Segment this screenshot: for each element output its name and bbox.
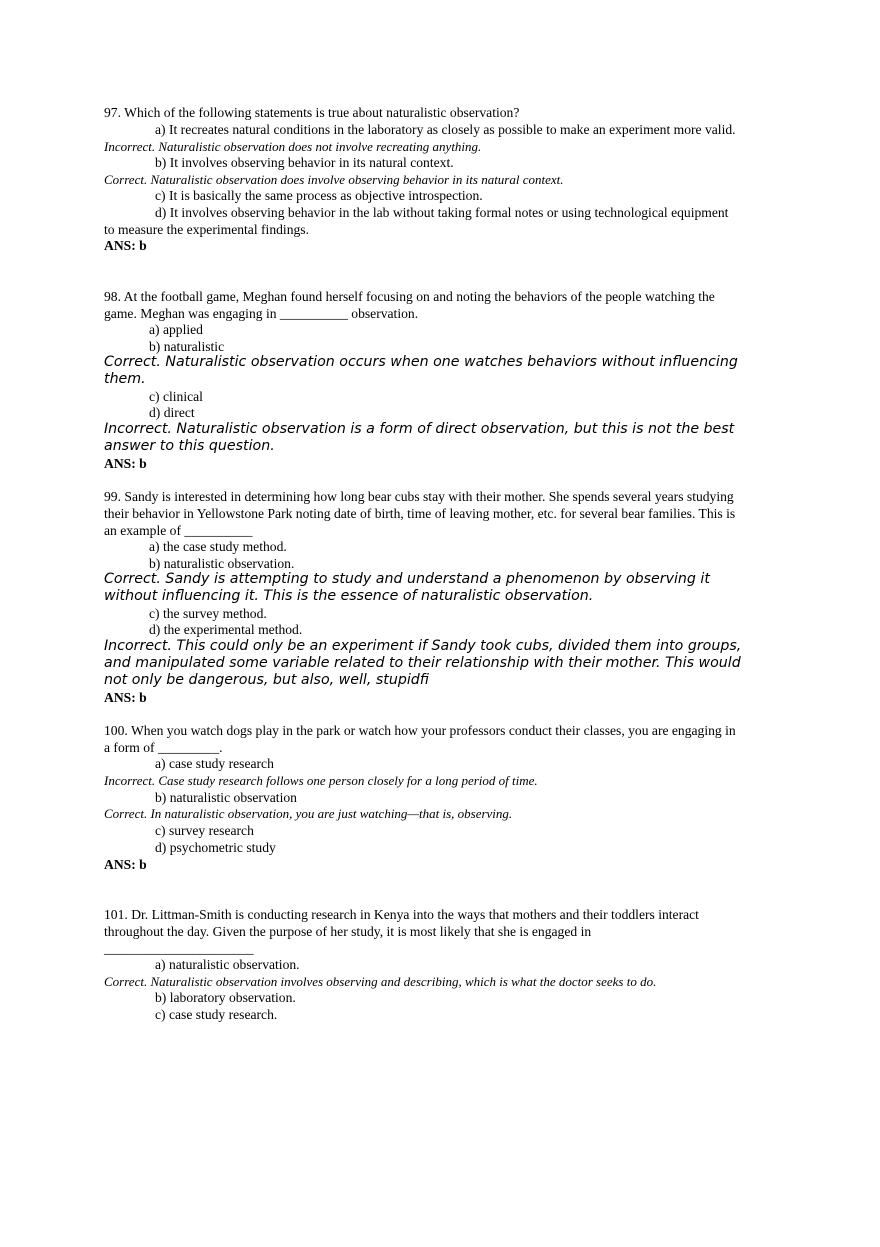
feedback-b: Correct. Naturalistic observation does involve observing behavior in its natural context. (104, 172, 564, 187)
feedback-d-continued: not only be dangerous, but also, well, stupidfi (104, 672, 429, 688)
question-stem-continued: a form of _________. (104, 740, 223, 755)
feedback-d-continued: and manipulated some variable related to their relationship with their mother. This would (104, 655, 741, 671)
question-stem: 100. When you watch dogs play in the park or watch how your professors conduct their classes, you are engaging in (104, 723, 736, 738)
option-b: b) naturalistic observation (155, 790, 297, 805)
feedback-b: Correct. Naturalistic observation occurs when one watches behaviors without influencing (104, 354, 738, 370)
question-stem: 99. Sandy is interested in determining how long bear cubs stay with their mother. She spends several years studying (104, 489, 734, 504)
feedback-a: Correct. Naturalistic observation involves observing and describing, which is what the doctor seeks to do. (104, 974, 657, 989)
option-a: a) applied (149, 322, 203, 337)
feedback-b: Correct. In naturalistic observation, you are just watching—that is, observing. (104, 806, 513, 821)
feedback-b: Correct. Sandy is attempting to study and understand a phenomenon by observing it (104, 571, 710, 587)
option-d-continued: to measure the experimental findings. (104, 222, 309, 237)
feedback-d-continued: answer to this question. (104, 438, 275, 454)
option-b: b) laboratory observation. (155, 990, 296, 1005)
feedback-d: Incorrect. Naturalistic observation is a form of direct observation, but this is not the best (104, 421, 735, 437)
feedback-a: Incorrect. Case study research follows one person closely for a long period of time. (104, 773, 538, 788)
option-c: c) survey research (155, 823, 254, 838)
option-c: c) clinical (149, 389, 203, 404)
question-stem: 101. Dr. Littman-Smith is conducting research in Kenya into the ways that mothers and their toddlers interact (104, 907, 699, 922)
feedback-a: Incorrect. Naturalistic observation does not involve recreating anything. (104, 139, 482, 154)
question-stem-continued: their behavior in Yellowstone Park noting date of birth, time of leaving mother, etc. for several bear families. This is (104, 506, 736, 521)
option-c: c) the survey method. (149, 606, 267, 621)
option-d: d) the experimental method. (149, 622, 303, 637)
option-a: a) the case study method. (149, 539, 287, 554)
option-d: d) psychometric study (155, 840, 276, 855)
option-d: d) direct (149, 405, 195, 420)
feedback-d: Incorrect. This could only be an experiment if Sandy took cubs, divided them into groups, (104, 638, 742, 654)
question-stem: 98. At the football game, Meghan found herself focusing on and noting the behaviors of the people watching the (104, 289, 715, 304)
option-a: a) It recreates natural conditions in the laboratory as closely as possible to make an experiment more valid. (155, 122, 736, 137)
option-d: d) It involves observing behavior in the lab without taking formal notes or using technological equipment (155, 205, 729, 220)
option-a: a) naturalistic observation. (155, 957, 300, 972)
question-stem: 97. Which of the following statements is true about naturalistic observation? (104, 105, 520, 120)
option-c: c) It is basically the same process as objective introspection. (155, 188, 483, 203)
option-c: c) case study research. (155, 1007, 278, 1022)
answer-blank: ______________________ (104, 941, 254, 956)
answer-key: ANS: b (104, 857, 147, 872)
answer-key: ANS: b (104, 238, 147, 253)
question-stem-continued: an example of __________ (104, 523, 253, 538)
question-stem-continued: throughout the day. Given the purpose of her study, it is most likely that she is engaged in (104, 924, 592, 939)
answer-key: ANS: b (104, 456, 147, 471)
answer-key: ANS: b (104, 690, 147, 705)
option-a: a) case study research (155, 756, 274, 771)
option-b: b) naturalistic observation. (149, 556, 295, 571)
feedback-b-continued: without influencing it. This is the essence of naturalistic observation. (104, 588, 594, 604)
feedback-b-continued: them. (104, 371, 146, 387)
option-b: b) naturalistic (149, 339, 225, 354)
question-stem-continued: game. Meghan was engaging in __________ observation. (104, 306, 419, 321)
option-b: b) It involves observing behavior in its natural context. (155, 155, 454, 170)
